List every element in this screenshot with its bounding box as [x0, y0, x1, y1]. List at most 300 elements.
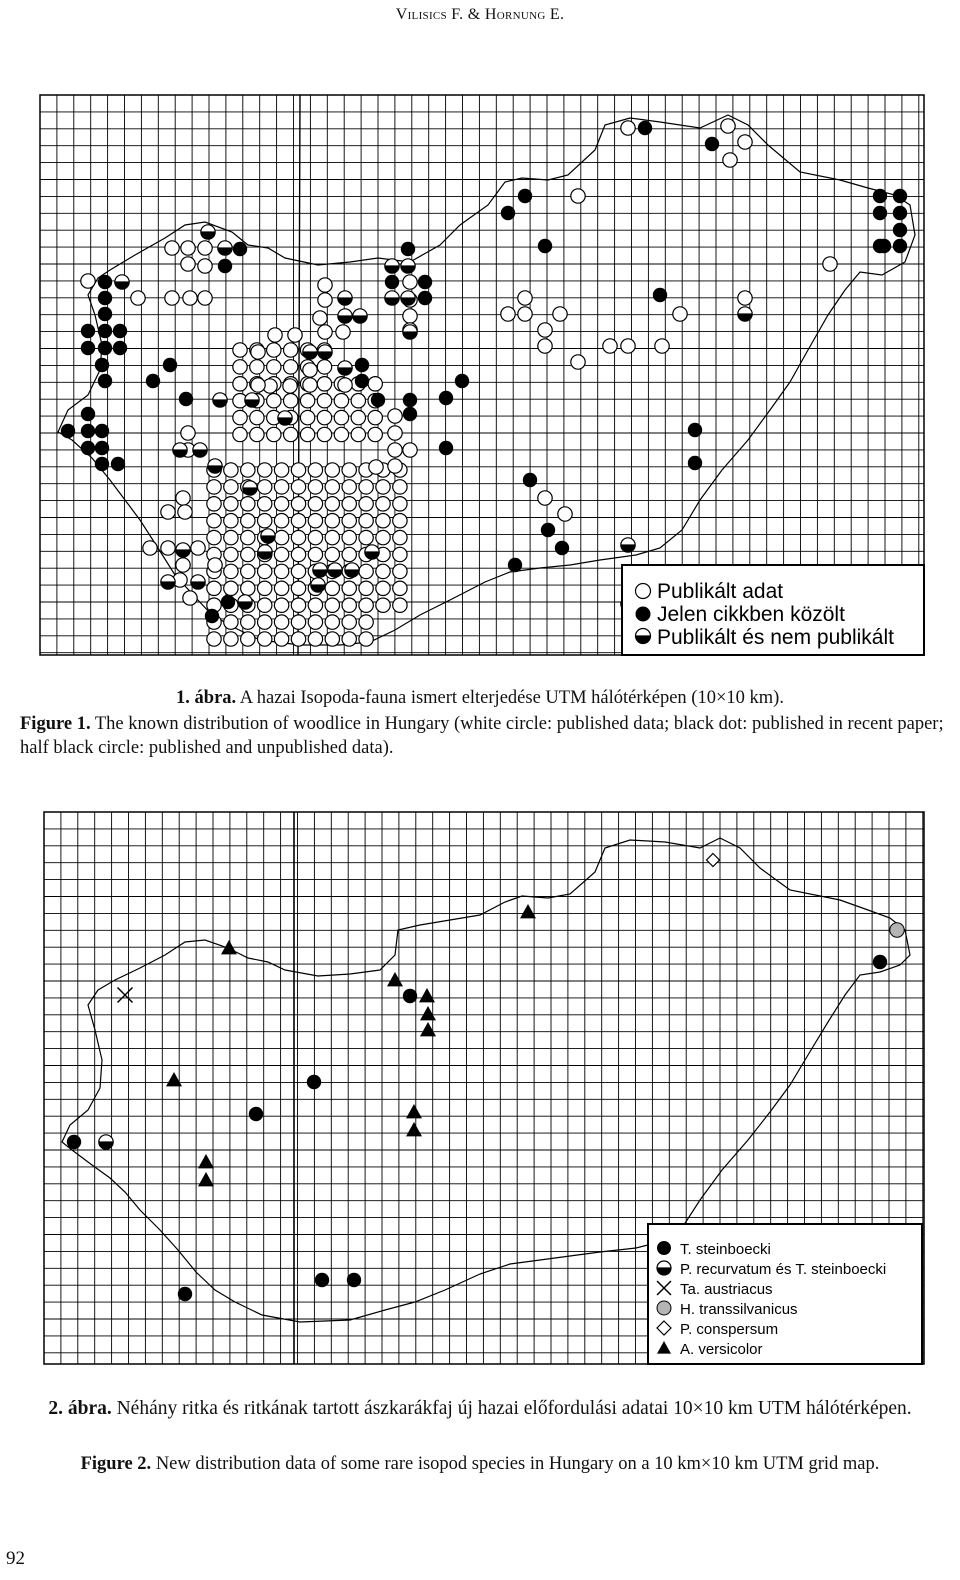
open-circle-marker	[393, 497, 407, 511]
open-circle-marker	[325, 530, 339, 544]
open-circle-marker	[251, 345, 265, 359]
open-circle-marker	[207, 497, 221, 511]
half-circle-marker	[328, 563, 342, 577]
open-circle-marker	[721, 119, 735, 133]
open-circle-marker	[274, 632, 288, 646]
half-circle-marker	[738, 307, 752, 321]
open-circle-marker	[224, 497, 238, 511]
open-circle-marker	[274, 615, 288, 629]
filled-circle-marker	[81, 341, 95, 355]
open-circle-marker	[376, 480, 390, 494]
open-circle-marker	[291, 497, 305, 511]
open-circle-marker	[368, 377, 382, 391]
filled-circle-marker	[401, 242, 415, 256]
filled-triangle-marker	[387, 972, 403, 986]
filled-circle-marker	[81, 424, 95, 438]
open-circle-marker	[207, 514, 221, 528]
half-circle-marker	[636, 629, 651, 644]
figure-1-caption-en	[10, 712, 950, 760]
caption-text: The known distribution of woodlice in Hungary (white circle: published data; black dot: published in recent paper; half black circle: published and unpublished data).	[20, 714, 944, 758]
filled-circle-marker	[873, 206, 887, 220]
open-circle-marker	[359, 581, 373, 595]
open-circle-marker	[181, 241, 195, 255]
open-circle-marker	[308, 547, 322, 561]
open-circle-marker	[388, 443, 402, 457]
open-circle-marker	[308, 615, 322, 629]
open-diamond-marker	[707, 854, 720, 867]
open-circle-marker	[351, 394, 365, 408]
open-circle-marker	[241, 514, 255, 528]
open-circle-marker	[241, 547, 255, 561]
caption-label: Figure 2.	[80, 1454, 152, 1474]
filled-circle-marker	[98, 291, 112, 305]
open-circle-marker	[359, 514, 373, 528]
open-circle-marker	[518, 307, 532, 321]
legend-item-label: P. recurvatum és T. steinboecki	[680, 1261, 887, 1278]
open-circle-marker	[538, 339, 552, 353]
open-circle-marker	[538, 491, 552, 505]
filled-circle-marker	[555, 541, 569, 555]
open-circle-marker	[317, 410, 331, 424]
legend-item-label: A. versicolor	[680, 1341, 763, 1358]
open-circle-marker	[325, 480, 339, 494]
filled-circle-marker	[403, 393, 417, 407]
open-circle-marker	[308, 497, 322, 511]
filled-circle-marker	[81, 441, 95, 455]
open-circle-marker	[603, 339, 617, 353]
open-circle-marker	[241, 497, 255, 511]
open-circle-marker	[224, 463, 238, 477]
filled-circle-marker	[355, 374, 369, 388]
half-circle-marker	[303, 345, 317, 359]
open-circle-marker	[571, 189, 585, 203]
open-circle-marker	[258, 598, 272, 612]
open-circle-marker	[224, 480, 238, 494]
author-1: Vilisics F.	[395, 6, 464, 23]
open-circle-marker	[317, 360, 331, 374]
open-circle-marker	[284, 394, 298, 408]
open-circle-marker	[224, 564, 238, 578]
open-circle-marker	[274, 547, 288, 561]
open-circle-marker	[342, 530, 356, 544]
open-circle-marker	[369, 460, 383, 474]
open-circle-marker	[738, 291, 752, 305]
filled-circle-marker	[538, 239, 552, 253]
filled-triangle-marker	[406, 1104, 422, 1118]
open-circle-marker	[291, 632, 305, 646]
legend-item-label: T. steinboecki	[680, 1241, 771, 1258]
open-circle-marker	[161, 505, 175, 519]
open-circle-marker	[317, 427, 331, 441]
open-circle-marker	[393, 581, 407, 595]
filled-circle-marker	[877, 239, 891, 253]
half-circle-marker	[173, 443, 187, 457]
open-circle-marker	[165, 291, 179, 305]
open-circle-marker	[233, 377, 247, 391]
figure-1-caption-hu	[10, 686, 950, 710]
figure-2-utm-map	[0, 790, 960, 1390]
open-circle-marker	[250, 410, 264, 424]
open-circle-marker	[208, 558, 222, 572]
filled-circle-marker	[893, 206, 907, 220]
filled-circle-marker	[221, 595, 235, 609]
filled-circle-marker	[98, 341, 112, 355]
open-circle-marker	[258, 564, 272, 578]
open-circle-marker	[274, 598, 288, 612]
open-circle-marker	[143, 541, 157, 555]
filled-circle-marker	[688, 456, 702, 470]
half-circle-marker	[245, 393, 259, 407]
open-circle-marker	[359, 598, 373, 612]
filled-circle-marker	[315, 1273, 329, 1287]
filled-circle-marker	[893, 189, 907, 203]
open-circle-marker	[268, 328, 282, 342]
open-circle-marker	[284, 427, 298, 441]
open-circle-marker	[241, 632, 255, 646]
open-circle-marker	[224, 530, 238, 544]
open-circle-marker	[318, 278, 332, 292]
figure-2-caption-en	[10, 1452, 950, 1476]
grey-circle-marker	[890, 923, 904, 937]
half-circle-marker	[338, 361, 352, 375]
open-circle-marker	[267, 427, 281, 441]
open-circle-marker	[342, 463, 356, 477]
filled-circle-marker	[81, 407, 95, 421]
open-circle-marker	[359, 564, 373, 578]
filled-triangle-marker	[420, 1006, 436, 1020]
open-circle-marker	[325, 547, 339, 561]
half-circle-marker	[218, 241, 232, 255]
open-circle-marker	[300, 394, 314, 408]
open-circle-marker	[267, 343, 281, 357]
open-circle-marker	[334, 394, 348, 408]
open-circle-marker	[325, 615, 339, 629]
open-circle-marker	[224, 514, 238, 528]
filled-circle-marker	[95, 424, 109, 438]
open-circle-marker	[388, 459, 402, 473]
filled-circle-marker	[111, 457, 125, 471]
open-circle-marker	[274, 480, 288, 494]
filled-circle-marker	[95, 441, 109, 455]
filled-circle-marker	[218, 259, 232, 273]
open-circle-marker	[403, 443, 417, 457]
open-circle-marker	[183, 591, 197, 605]
half-circle-marker	[403, 325, 417, 339]
open-circle-marker	[267, 394, 281, 408]
half-circle-marker	[365, 545, 379, 559]
open-circle-marker	[258, 463, 272, 477]
open-circle-marker	[388, 409, 402, 423]
filled-circle-marker	[653, 288, 667, 302]
caption-text: Néhány ritka és ritkának tartott ászkarákfaj új hazai előfordulási adatai 10×10 km UTM hálótérképen.	[111, 1398, 912, 1419]
filled-circle-marker	[403, 407, 417, 421]
open-circle-marker	[165, 241, 179, 255]
open-circle-marker	[224, 581, 238, 595]
open-circle-marker	[198, 241, 212, 255]
open-circle-marker	[403, 275, 417, 289]
open-circle-marker	[723, 153, 737, 167]
legend-item-label: Ta. austriacus	[680, 1281, 773, 1298]
filled-circle-marker	[163, 358, 177, 372]
half-circle-marker	[261, 529, 275, 543]
half-circle-marker	[193, 443, 207, 457]
map-1-legend-box	[622, 565, 924, 655]
open-circle-marker	[376, 581, 390, 595]
open-circle-marker	[288, 328, 302, 342]
half-circle-marker	[243, 481, 257, 495]
open-circle-marker	[198, 259, 212, 273]
open-circle-marker	[181, 257, 195, 271]
half-circle-marker	[213, 393, 227, 407]
half-circle-marker	[176, 543, 190, 557]
open-circle-marker	[250, 427, 264, 441]
open-circle-marker	[336, 325, 350, 339]
open-circle-marker	[738, 135, 752, 149]
open-circle-marker	[571, 355, 585, 369]
open-circle-marker	[224, 615, 238, 629]
open-circle-marker	[161, 541, 175, 555]
open-circle-marker	[553, 307, 567, 321]
filled-circle-marker	[205, 609, 219, 623]
open-circle-marker	[176, 491, 190, 505]
open-circle-marker	[233, 360, 247, 374]
open-circle-marker	[388, 426, 402, 440]
open-circle-marker	[291, 598, 305, 612]
open-circle-marker	[621, 121, 635, 135]
half-circle-marker	[401, 259, 415, 273]
legend-item-label: Publikált adat	[657, 580, 784, 603]
figure-2-caption-hu	[10, 1396, 950, 1422]
half-circle-marker	[345, 563, 359, 577]
open-circle-marker	[291, 547, 305, 561]
open-circle-marker	[251, 378, 265, 392]
open-circle-marker	[258, 615, 272, 629]
filled-circle-marker	[98, 307, 112, 321]
filled-circle-marker	[873, 189, 887, 203]
open-circle-marker	[823, 257, 837, 271]
filled-circle-marker	[146, 374, 160, 388]
open-circle-marker	[393, 564, 407, 578]
filled-circle-marker	[508, 558, 522, 572]
figure-1-utm-map	[0, 0, 960, 670]
open-circle-marker	[359, 615, 373, 629]
open-circle-marker	[258, 480, 272, 494]
filled-circle-marker	[95, 358, 109, 372]
half-circle-marker	[311, 578, 325, 592]
open-circle-marker	[241, 615, 255, 629]
open-circle-marker	[325, 497, 339, 511]
filled-circle-marker	[233, 242, 247, 256]
open-circle-marker	[325, 581, 339, 595]
open-circle-marker	[308, 530, 322, 544]
filled-circle-marker	[636, 607, 651, 622]
filled-circle-marker	[355, 358, 369, 372]
half-circle-marker	[338, 291, 352, 305]
open-circle-marker	[300, 410, 314, 424]
open-circle-marker	[308, 463, 322, 477]
open-circle-marker	[300, 427, 314, 441]
filled-circle-marker	[518, 189, 532, 203]
open-circle-marker	[342, 497, 356, 511]
cross-marker	[118, 988, 133, 1003]
open-circle-marker	[351, 410, 365, 424]
half-circle-marker	[191, 575, 205, 589]
filled-circle-marker	[371, 393, 385, 407]
caption-label: 1. ábra.	[176, 688, 237, 708]
open-circle-marker	[393, 598, 407, 612]
open-circle-marker	[334, 410, 348, 424]
filled-circle-marker	[688, 423, 702, 437]
open-circle-marker	[224, 632, 238, 646]
filled-circle-marker	[249, 1107, 263, 1121]
open-circle-marker	[191, 541, 205, 555]
filled-circle-marker	[873, 955, 887, 969]
open-circle-marker	[342, 581, 356, 595]
open-circle-marker	[342, 547, 356, 561]
open-circle-marker	[291, 514, 305, 528]
open-circle-marker	[351, 427, 365, 441]
open-circle-marker	[308, 480, 322, 494]
open-circle-marker	[131, 291, 145, 305]
legend-item-label: H. transsilvanicus	[680, 1301, 798, 1318]
open-circle-marker	[274, 463, 288, 477]
open-circle-marker	[250, 360, 264, 374]
half-circle-marker	[201, 225, 215, 239]
open-circle-marker	[317, 377, 331, 391]
open-circle-marker	[621, 339, 635, 353]
open-circle-marker	[81, 274, 95, 288]
filled-circle-marker	[418, 291, 432, 305]
half-circle-marker	[278, 411, 292, 425]
author-separator: &	[463, 6, 485, 23]
open-circle-marker	[308, 598, 322, 612]
open-circle-marker	[325, 514, 339, 528]
caption-text: New distribution data of some rare isopod species in Hungary on a 10 km×10 km UTM grid map.	[151, 1454, 880, 1474]
open-circle-marker	[303, 363, 317, 377]
filled-circle-marker	[523, 473, 537, 487]
open-circle-marker	[303, 378, 317, 392]
open-circle-marker	[267, 360, 281, 374]
open-circle-marker	[342, 514, 356, 528]
open-circle-marker	[376, 530, 390, 544]
open-circle-marker	[207, 480, 221, 494]
filled-triangle-marker	[406, 1122, 422, 1136]
open-circle-marker	[334, 427, 348, 441]
open-circle-marker	[241, 463, 255, 477]
open-circle-marker	[258, 497, 272, 511]
open-circle-marker	[393, 530, 407, 544]
filled-circle-marker	[81, 324, 95, 338]
open-circle-marker	[181, 426, 195, 440]
open-circle-marker	[393, 514, 407, 528]
open-circle-marker	[224, 547, 238, 561]
filled-circle-marker	[638, 121, 652, 135]
open-circle-marker	[241, 581, 255, 595]
open-circle-marker	[342, 598, 356, 612]
page-number: 92	[6, 1548, 25, 1569]
filled-circle-marker	[98, 324, 112, 338]
open-circle-marker	[291, 564, 305, 578]
half-circle-marker	[621, 538, 635, 552]
open-circle-marker	[233, 427, 247, 441]
open-circle-marker	[283, 379, 297, 393]
open-circle-marker	[207, 581, 221, 595]
half-circle-marker	[657, 1261, 671, 1275]
open-circle-marker	[198, 291, 212, 305]
open-circle-marker	[636, 584, 651, 599]
half-circle-marker	[385, 291, 399, 305]
open-circle-marker	[325, 598, 339, 612]
filled-circle-marker	[307, 1075, 321, 1089]
open-circle-marker	[284, 343, 298, 357]
open-circle-marker	[393, 547, 407, 561]
open-circle-marker	[558, 507, 572, 521]
open-circle-marker	[538, 323, 552, 337]
open-circle-marker	[655, 339, 669, 353]
half-circle-marker	[318, 345, 332, 359]
half-circle-marker	[385, 259, 399, 273]
open-circle-marker	[233, 343, 247, 357]
filled-triangle-marker	[198, 1172, 214, 1186]
filled-circle-marker	[385, 275, 399, 289]
open-circle-marker	[258, 632, 272, 646]
half-circle-marker	[238, 595, 252, 609]
open-circle-marker	[342, 615, 356, 629]
open-circle-marker	[183, 291, 197, 305]
filled-circle-marker	[113, 324, 127, 338]
open-circle-marker	[359, 480, 373, 494]
open-circle-marker	[376, 564, 390, 578]
open-circle-marker	[291, 530, 305, 544]
open-circle-marker	[274, 497, 288, 511]
open-circle-marker	[338, 378, 352, 392]
open-circle-marker	[233, 410, 247, 424]
filled-triangle-marker	[198, 1154, 214, 1168]
caption-label: 2. ábra.	[48, 1398, 112, 1419]
half-circle-marker	[338, 309, 352, 323]
open-circle-marker	[291, 480, 305, 494]
open-circle-marker	[359, 632, 373, 646]
open-circle-marker	[325, 463, 339, 477]
grey-circle-marker	[657, 1301, 671, 1315]
half-circle-marker	[353, 309, 367, 323]
open-circle-marker	[501, 307, 515, 321]
open-circle-marker	[342, 632, 356, 646]
open-circle-marker	[274, 514, 288, 528]
open-circle-marker	[308, 514, 322, 528]
filled-circle-marker	[98, 374, 112, 388]
open-circle-marker	[317, 394, 331, 408]
filled-circle-marker	[113, 341, 127, 355]
open-circle-marker	[291, 615, 305, 629]
open-circle-marker	[291, 581, 305, 595]
open-circle-marker	[403, 309, 417, 323]
legend-item-label: Jelen cikkben közölt	[657, 603, 845, 626]
open-circle-marker	[258, 581, 272, 595]
legend-item-label: P. conspersum	[680, 1321, 779, 1338]
caption-label: Figure 1.	[20, 714, 91, 734]
filled-circle-marker	[541, 523, 555, 537]
open-circle-marker	[308, 632, 322, 646]
open-circle-marker	[274, 581, 288, 595]
open-circle-marker	[673, 307, 687, 321]
filled-triangle-marker	[520, 904, 536, 918]
map-2-legend-box	[648, 1224, 922, 1364]
filled-circle-marker	[98, 275, 112, 289]
filled-circle-marker	[439, 391, 453, 405]
caption-text: A hazai Isopoda-fauna ismert elterjedése UTM hálótérképen (10×10 km).	[236, 688, 784, 708]
open-circle-marker	[178, 505, 192, 519]
